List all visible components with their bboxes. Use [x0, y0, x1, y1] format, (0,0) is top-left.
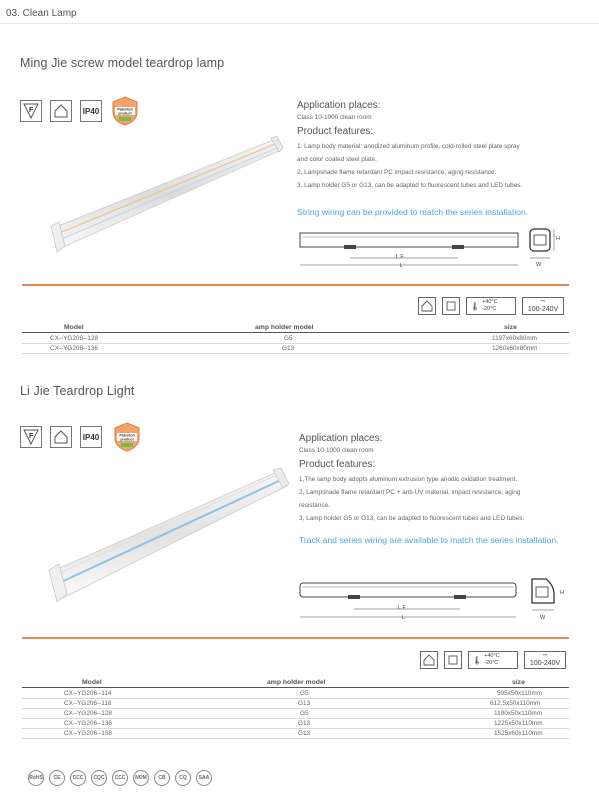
product-2-application-text: Class 10-1000 clean room — [299, 447, 374, 454]
product-1-feature-line: 1. Lamp body material: anodized aluminum profile, cold-rolled steel plate spray — [297, 143, 520, 150]
patented-product-badge — [113, 422, 141, 452]
f-mark-icon — [20, 426, 42, 448]
thermometer-icon: 🌡 — [472, 655, 483, 665]
product-2-dimension-drawing — [292, 575, 562, 632]
cqc-cert-icon: CQC — [91, 770, 107, 786]
nom-cert-icon: NOM — [133, 770, 149, 786]
f-mark-icon — [20, 100, 42, 122]
col-size: size — [504, 324, 517, 331]
certification-logos — [28, 770, 212, 786]
product-2-feature-line: 1,The lamp body adopts aluminum extrusion type anodic oxidation treatment. — [299, 476, 518, 483]
product-1-note: String wiring can be provided to match the series installation. — [297, 207, 529, 217]
header-divider — [0, 23, 599, 24]
voltage-badge: ∼ 100-240V — [524, 651, 566, 669]
page-header: 03. Clean Lamp — [6, 8, 77, 19]
product-1-dim-l: L — [400, 263, 404, 269]
svg-text:F: F — [29, 433, 34, 440]
product-2-orange-divider — [22, 637, 569, 639]
table-header-row — [22, 323, 569, 333]
temp-high: +40°C — [482, 299, 498, 305]
table-row: CX--YG206--136 G13 1225x50x110mm — [22, 719, 569, 729]
product-2-lamp-image — [45, 460, 290, 615]
thermometer-icon: 🌡 — [470, 301, 481, 311]
product-1-title: Ming Jie screw model teardrop lamp — [20, 56, 225, 70]
table-row: CX--YG206--158 G13 1525x60x110mm — [22, 729, 569, 739]
ac-wave-icon: ∼ — [542, 652, 548, 659]
product-2-spec-table — [22, 678, 569, 746]
patented-product-badge — [111, 96, 139, 126]
product-1-dim-h: H — [556, 236, 560, 242]
product-2-dim-w: W — [540, 615, 546, 621]
indoor-house-icon — [418, 297, 436, 315]
indoor-house-icon — [420, 651, 438, 669]
product-1-features-heading: Product features: — [297, 126, 374, 137]
product-2-feature-line: 2, Lampshade flame retardant PC + anti-UV material, impact resistance, aging — [299, 489, 521, 496]
ip40-badge: IP40 — [80, 100, 102, 122]
temp-low: -20°C — [484, 660, 499, 666]
cq-cert-icon: CQ — [175, 770, 191, 786]
ip40-badge: IP40 — [80, 426, 102, 448]
table-row: CX--YG208--136 G13 1260x60x80mm — [22, 344, 569, 354]
product-1-feature-line: 3, Lamp holder G5 or G13, can be adapted to fluorescent tubes and LED tubes. — [297, 182, 523, 189]
patent-label-bottom: product — [118, 111, 132, 116]
product-2-dim-l: L — [402, 615, 406, 621]
col-model: Model — [64, 324, 84, 331]
table-row: CX--YG208--128 G5 1197x60x80mm — [22, 334, 569, 344]
saa-cert-icon: SAA — [196, 770, 212, 786]
cb-cert-icon: CB — [154, 770, 170, 786]
table-row: CX--YG206--128 G5 1190x50x110mm — [22, 709, 569, 719]
ccc-cert-icon: CCC — [70, 770, 86, 786]
patent-label-top: Patented — [119, 433, 135, 438]
table-row: CX--YG206--114 G5 595x50x110mm — [22, 689, 569, 699]
product-2-title: Li Jie Teardrop Light — [20, 384, 135, 398]
product-2-application-heading: Application places: — [299, 433, 383, 444]
indoor-house-icon — [50, 100, 72, 122]
temp-high: +40°C — [484, 653, 500, 659]
product-1-application-heading: Application places: — [297, 100, 381, 111]
product-2-note: Track and series wiring are available to match the series installation. — [299, 535, 559, 545]
temperature-range — [466, 297, 516, 315]
ac-wave-icon: ∼ — [540, 298, 546, 305]
product-1-feature-line: and color coated steel plate. — [297, 156, 377, 163]
product-2-dim-lf: L F — [398, 605, 406, 611]
product-1-lamp-image — [45, 130, 285, 265]
indoor-house-icon — [50, 426, 72, 448]
svg-text:F: F — [29, 107, 34, 114]
product-1-dim-lf: L F — [396, 254, 404, 260]
temperature-range — [468, 651, 518, 669]
class-ii-square-icon — [444, 651, 462, 669]
product-1-dim-w: W — [536, 262, 542, 268]
rohs-cert-icon: RoHS — [28, 770, 44, 786]
class-ii-square-icon — [442, 297, 460, 315]
temp-low: -20°C — [482, 306, 497, 312]
patent-label-bottom: product — [120, 437, 134, 442]
product-1-feature-line: 2, Lampshade flame retardant PC impact resistance, aging resistance. — [297, 169, 497, 176]
product-2-dim-h: H — [560, 590, 564, 596]
col-holder: amp holder model — [255, 324, 314, 331]
patent-label-top: Patented — [117, 107, 133, 112]
product-1-dimension-drawing — [292, 225, 562, 280]
voltage-badge: ∼ 100-240V — [522, 297, 564, 315]
product-2-features-heading: Product features: — [299, 459, 376, 470]
product-2-feature-line: resistance. — [299, 502, 330, 509]
table-header-row: Model amp holder model size — [22, 678, 569, 688]
ccc-cert-icon: CCC — [112, 770, 128, 786]
product-1-spec-table — [22, 323, 569, 356]
table-row: CX--YG206--118 G13 612.5x50x110mm — [22, 699, 569, 709]
ce-cert-icon: CE — [49, 770, 65, 786]
product-1-orange-divider — [22, 284, 569, 286]
product-1-application-text: Class 10-1000 clean room — [297, 114, 372, 121]
product-2-feature-line: 3, Lamp holder G5 or G13, can be adapted to fluorescent tubes and LED tubes. — [299, 515, 525, 522]
